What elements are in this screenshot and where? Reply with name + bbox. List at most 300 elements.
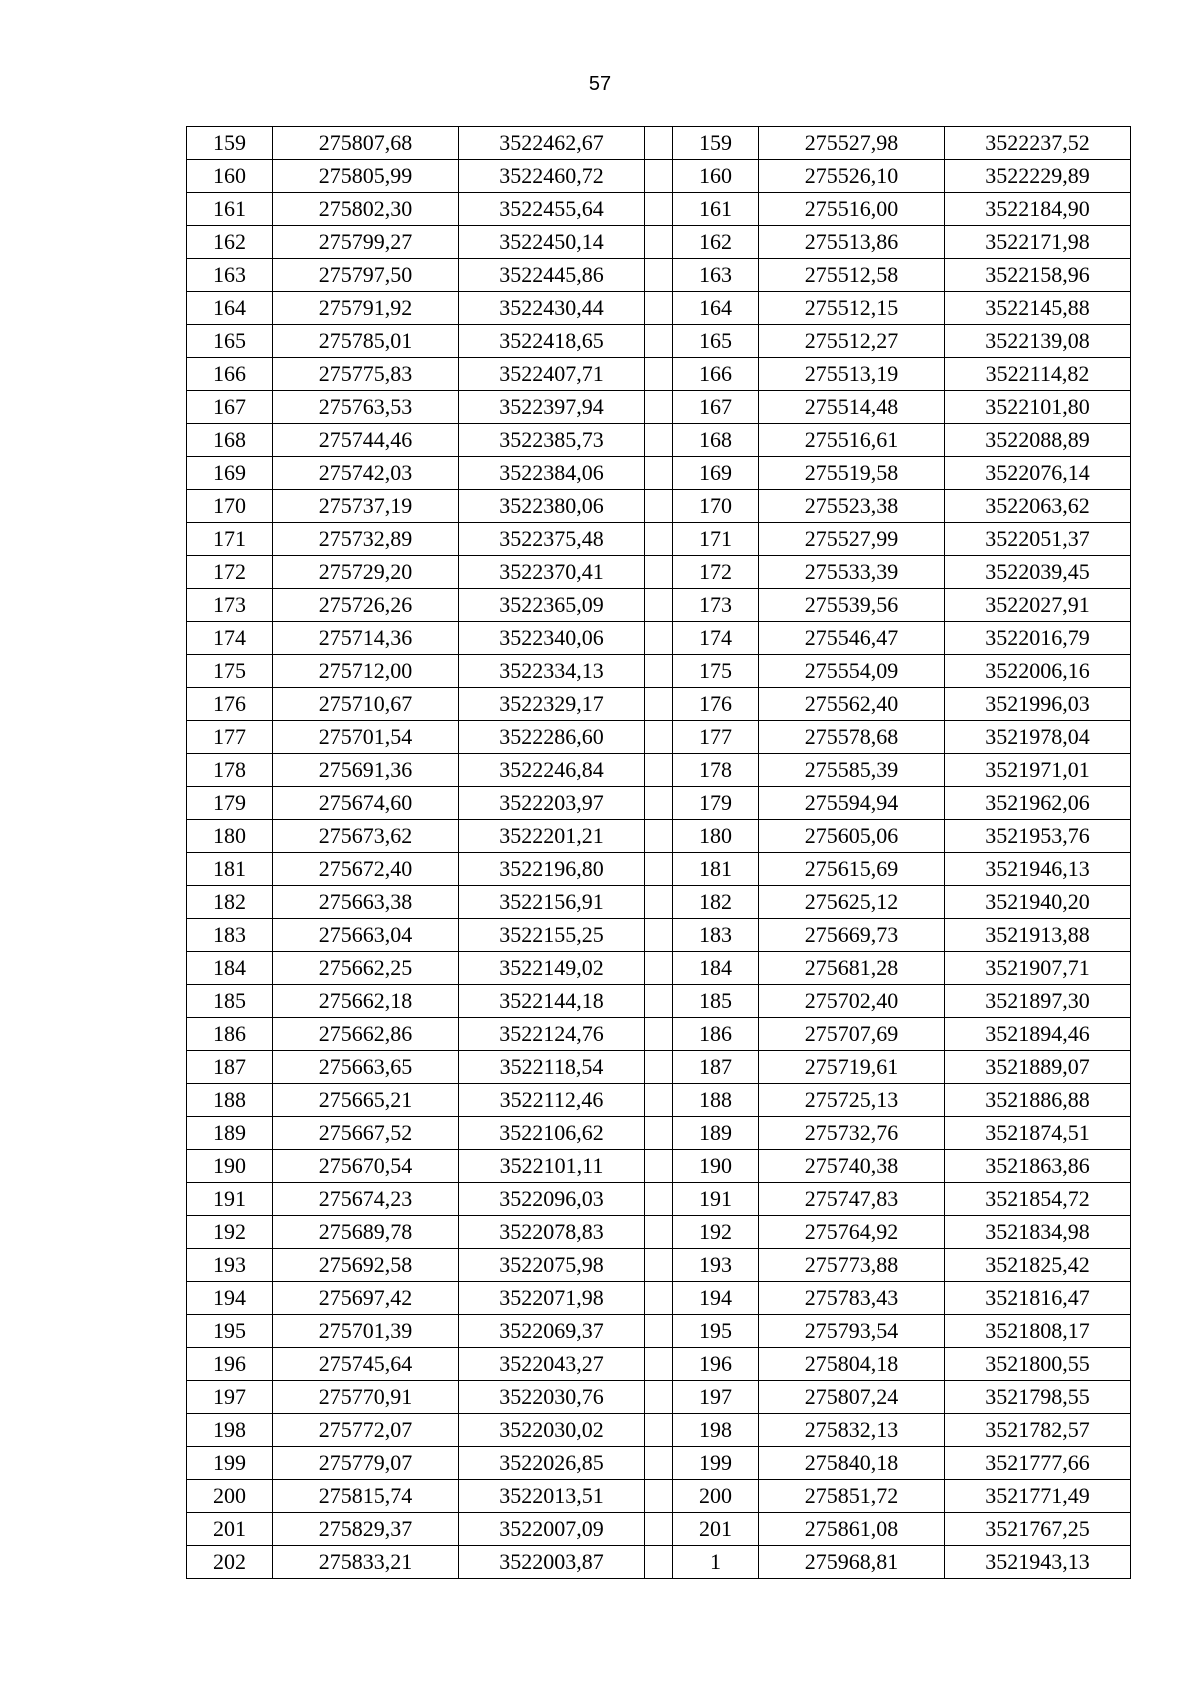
right-y-coordinate: 3521808,17: [945, 1315, 1131, 1348]
right-x-coordinate: 275526,10: [759, 160, 945, 193]
table-row: [187, 556, 1131, 589]
right-point-number: 197: [673, 1381, 759, 1414]
table-row: [187, 754, 1131, 787]
coordinates-table-body: [187, 127, 1131, 1579]
right-point-number: 163: [673, 259, 759, 292]
right-y-coordinate: 3522006,16: [945, 655, 1131, 688]
left-y-coordinate: 3522013,51: [459, 1480, 645, 1513]
left-x-coordinate: 275729,20: [273, 556, 459, 589]
table-row: [187, 853, 1131, 886]
right-y-coordinate: 3521782,57: [945, 1414, 1131, 1447]
left-y-coordinate: 3522075,98: [459, 1249, 645, 1282]
separator-cell: [645, 1282, 673, 1315]
table-row: [187, 1051, 1131, 1084]
right-y-coordinate: 3522063,62: [945, 490, 1131, 523]
right-point-number: 177: [673, 721, 759, 754]
left-point-number: 189: [187, 1117, 273, 1150]
right-point-number: 180: [673, 820, 759, 853]
left-y-coordinate: 3522026,85: [459, 1447, 645, 1480]
right-point-number: 169: [673, 457, 759, 490]
table-row: [187, 292, 1131, 325]
right-x-coordinate: 275512,15: [759, 292, 945, 325]
left-x-coordinate: 275726,26: [273, 589, 459, 622]
table-row: [187, 886, 1131, 919]
right-point-number: 196: [673, 1348, 759, 1381]
left-x-coordinate: 275712,00: [273, 655, 459, 688]
right-point-number: 160: [673, 160, 759, 193]
table-row: [187, 919, 1131, 952]
left-y-coordinate: 3522455,64: [459, 193, 645, 226]
right-point-number: 159: [673, 127, 759, 160]
right-x-coordinate: 275512,27: [759, 325, 945, 358]
right-x-coordinate: 275968,81: [759, 1546, 945, 1579]
left-point-number: 159: [187, 127, 273, 160]
right-y-coordinate: 3521798,55: [945, 1381, 1131, 1414]
separator-cell: [645, 490, 673, 523]
right-x-coordinate: 275625,12: [759, 886, 945, 919]
separator-cell: [645, 1117, 673, 1150]
left-x-coordinate: 275701,54: [273, 721, 459, 754]
left-point-number: 196: [187, 1348, 273, 1381]
right-x-coordinate: 275516,61: [759, 424, 945, 457]
left-y-coordinate: 3522030,02: [459, 1414, 645, 1447]
right-y-coordinate: 3522171,98: [945, 226, 1131, 259]
separator-cell: [645, 787, 673, 820]
left-x-coordinate: 275775,83: [273, 358, 459, 391]
table-row: [187, 1084, 1131, 1117]
left-point-number: 201: [187, 1513, 273, 1546]
table-row: [187, 1348, 1131, 1381]
right-x-coordinate: 275578,68: [759, 721, 945, 754]
left-x-coordinate: 275689,78: [273, 1216, 459, 1249]
separator-cell: [645, 1183, 673, 1216]
right-y-coordinate: 3521767,25: [945, 1513, 1131, 1546]
right-point-number: 175: [673, 655, 759, 688]
right-y-coordinate: 3521913,88: [945, 919, 1131, 952]
left-point-number: 192: [187, 1216, 273, 1249]
right-point-number: 176: [673, 688, 759, 721]
separator-cell: [645, 523, 673, 556]
left-y-coordinate: 3522030,76: [459, 1381, 645, 1414]
right-point-number: 191: [673, 1183, 759, 1216]
left-x-coordinate: 275667,52: [273, 1117, 459, 1150]
right-x-coordinate: 275594,94: [759, 787, 945, 820]
left-y-coordinate: 3522003,87: [459, 1546, 645, 1579]
right-point-number: 171: [673, 523, 759, 556]
left-x-coordinate: 275807,68: [273, 127, 459, 160]
table-row: [187, 1447, 1131, 1480]
right-point-number: 201: [673, 1513, 759, 1546]
right-point-number: 170: [673, 490, 759, 523]
left-point-number: 176: [187, 688, 273, 721]
left-point-number: 184: [187, 952, 273, 985]
left-x-coordinate: 275745,64: [273, 1348, 459, 1381]
left-y-coordinate: 3522144,18: [459, 985, 645, 1018]
left-point-number: 179: [187, 787, 273, 820]
table-row: [187, 1216, 1131, 1249]
left-y-coordinate: 3522384,06: [459, 457, 645, 490]
table-row: [187, 1315, 1131, 1348]
left-x-coordinate: 275802,30: [273, 193, 459, 226]
table-row: [187, 259, 1131, 292]
left-x-coordinate: 275674,23: [273, 1183, 459, 1216]
left-y-coordinate: 3522071,98: [459, 1282, 645, 1315]
right-y-coordinate: 3521978,04: [945, 721, 1131, 754]
left-point-number: 181: [187, 853, 273, 886]
right-y-coordinate: 3522229,89: [945, 160, 1131, 193]
right-y-coordinate: 3522039,45: [945, 556, 1131, 589]
right-x-coordinate: 275783,43: [759, 1282, 945, 1315]
separator-cell: [645, 1084, 673, 1117]
left-point-number: 171: [187, 523, 273, 556]
right-point-number: 161: [673, 193, 759, 226]
table-row: [187, 193, 1131, 226]
left-x-coordinate: 275662,25: [273, 952, 459, 985]
right-x-coordinate: 275527,99: [759, 523, 945, 556]
left-point-number: 199: [187, 1447, 273, 1480]
right-y-coordinate: 3521996,03: [945, 688, 1131, 721]
right-point-number: 195: [673, 1315, 759, 1348]
right-x-coordinate: 275539,56: [759, 589, 945, 622]
left-point-number: 173: [187, 589, 273, 622]
left-x-coordinate: 275799,27: [273, 226, 459, 259]
left-x-coordinate: 275701,39: [273, 1315, 459, 1348]
left-point-number: 183: [187, 919, 273, 952]
right-y-coordinate: 3521863,86: [945, 1150, 1131, 1183]
right-x-coordinate: 275516,00: [759, 193, 945, 226]
right-y-coordinate: 3521777,66: [945, 1447, 1131, 1480]
right-point-number: 172: [673, 556, 759, 589]
left-y-coordinate: 3522450,14: [459, 226, 645, 259]
table-row: [187, 391, 1131, 424]
right-y-coordinate: 3521834,98: [945, 1216, 1131, 1249]
separator-cell: [645, 985, 673, 1018]
left-y-coordinate: 3522246,84: [459, 754, 645, 787]
right-x-coordinate: 275702,40: [759, 985, 945, 1018]
separator-cell: [645, 1381, 673, 1414]
right-point-number: 184: [673, 952, 759, 985]
right-x-coordinate: 275747,83: [759, 1183, 945, 1216]
right-point-number: 1: [673, 1546, 759, 1579]
separator-cell: [645, 556, 673, 589]
left-point-number: 188: [187, 1084, 273, 1117]
right-y-coordinate: 3522237,52: [945, 127, 1131, 160]
separator-cell: [645, 952, 673, 985]
table-row: [187, 1117, 1131, 1150]
separator-cell: [645, 358, 673, 391]
left-x-coordinate: 275663,04: [273, 919, 459, 952]
right-x-coordinate: 275513,86: [759, 226, 945, 259]
left-x-coordinate: 275691,36: [273, 754, 459, 787]
left-y-coordinate: 3522203,97: [459, 787, 645, 820]
right-point-number: 164: [673, 292, 759, 325]
left-y-coordinate: 3522329,17: [459, 688, 645, 721]
separator-cell: [645, 391, 673, 424]
right-point-number: 166: [673, 358, 759, 391]
right-point-number: 186: [673, 1018, 759, 1051]
right-y-coordinate: 3521889,07: [945, 1051, 1131, 1084]
right-x-coordinate: 275804,18: [759, 1348, 945, 1381]
left-x-coordinate: 275772,07: [273, 1414, 459, 1447]
separator-cell: [645, 1513, 673, 1546]
table-row: [187, 721, 1131, 754]
separator-cell: [645, 853, 673, 886]
right-x-coordinate: 275807,24: [759, 1381, 945, 1414]
left-y-coordinate: 3522149,02: [459, 952, 645, 985]
separator-cell: [645, 1249, 673, 1282]
left-x-coordinate: 275785,01: [273, 325, 459, 358]
right-y-coordinate: 3521940,20: [945, 886, 1131, 919]
left-x-coordinate: 275770,91: [273, 1381, 459, 1414]
page-number: 57: [588, 73, 612, 95]
left-x-coordinate: 275805,99: [273, 160, 459, 193]
right-y-coordinate: 3521962,06: [945, 787, 1131, 820]
left-y-coordinate: 3522007,09: [459, 1513, 645, 1546]
left-y-coordinate: 3522375,48: [459, 523, 645, 556]
right-x-coordinate: 275562,40: [759, 688, 945, 721]
left-y-coordinate: 3522124,76: [459, 1018, 645, 1051]
left-point-number: 193: [187, 1249, 273, 1282]
left-x-coordinate: 275663,65: [273, 1051, 459, 1084]
right-x-coordinate: 275840,18: [759, 1447, 945, 1480]
table-row: [187, 127, 1131, 160]
left-point-number: 164: [187, 292, 273, 325]
right-x-coordinate: 275732,76: [759, 1117, 945, 1150]
table-row: [187, 1150, 1131, 1183]
table-row: [187, 985, 1131, 1018]
left-point-number: 180: [187, 820, 273, 853]
left-y-coordinate: 3522340,06: [459, 622, 645, 655]
left-point-number: 163: [187, 259, 273, 292]
left-x-coordinate: 275670,54: [273, 1150, 459, 1183]
left-point-number: 197: [187, 1381, 273, 1414]
separator-cell: [645, 886, 673, 919]
separator-cell: [645, 1348, 673, 1381]
right-x-coordinate: 275523,38: [759, 490, 945, 523]
left-point-number: 190: [187, 1150, 273, 1183]
right-x-coordinate: 275725,13: [759, 1084, 945, 1117]
right-point-number: 165: [673, 325, 759, 358]
right-x-coordinate: 275533,39: [759, 556, 945, 589]
left-y-coordinate: 3522156,91: [459, 886, 645, 919]
right-y-coordinate: 3521800,55: [945, 1348, 1131, 1381]
separator-cell: [645, 1315, 673, 1348]
table-row: [187, 1282, 1131, 1315]
right-x-coordinate: 275513,19: [759, 358, 945, 391]
right-y-coordinate: 3522016,79: [945, 622, 1131, 655]
right-y-coordinate: 3522027,91: [945, 589, 1131, 622]
separator-cell: [645, 820, 673, 853]
table-row: [187, 622, 1131, 655]
separator-cell: [645, 919, 673, 952]
left-point-number: 195: [187, 1315, 273, 1348]
left-x-coordinate: 275737,19: [273, 490, 459, 523]
table-row: [187, 1513, 1131, 1546]
left-x-coordinate: 275744,46: [273, 424, 459, 457]
separator-cell: [645, 1414, 673, 1447]
left-x-coordinate: 275797,50: [273, 259, 459, 292]
right-point-number: 200: [673, 1480, 759, 1513]
right-y-coordinate: 3522101,80: [945, 391, 1131, 424]
left-y-coordinate: 3522397,94: [459, 391, 645, 424]
left-x-coordinate: 275815,74: [273, 1480, 459, 1513]
right-y-coordinate: 3522145,88: [945, 292, 1131, 325]
left-y-coordinate: 3522201,21: [459, 820, 645, 853]
right-x-coordinate: 275707,69: [759, 1018, 945, 1051]
left-y-coordinate: 3522106,62: [459, 1117, 645, 1150]
separator-cell: [645, 292, 673, 325]
right-x-coordinate: 275512,58: [759, 259, 945, 292]
right-y-coordinate: 3522114,82: [945, 358, 1131, 391]
separator-cell: [645, 193, 673, 226]
left-x-coordinate: 275742,03: [273, 457, 459, 490]
left-y-coordinate: 3522043,27: [459, 1348, 645, 1381]
left-point-number: 162: [187, 226, 273, 259]
separator-cell: [645, 1051, 673, 1084]
left-x-coordinate: 275672,40: [273, 853, 459, 886]
left-point-number: 169: [187, 457, 273, 490]
right-point-number: 199: [673, 1447, 759, 1480]
table-row: [187, 589, 1131, 622]
right-point-number: 193: [673, 1249, 759, 1282]
left-x-coordinate: 275714,36: [273, 622, 459, 655]
table-row: [187, 1249, 1131, 1282]
right-x-coordinate: 275861,08: [759, 1513, 945, 1546]
left-y-coordinate: 3522365,09: [459, 589, 645, 622]
right-x-coordinate: 275832,13: [759, 1414, 945, 1447]
separator-cell: [645, 259, 673, 292]
separator-cell: [645, 1018, 673, 1051]
right-point-number: 179: [673, 787, 759, 820]
table-row: [187, 1414, 1131, 1447]
table-row: [187, 688, 1131, 721]
separator-cell: [645, 754, 673, 787]
table-row: [187, 424, 1131, 457]
right-x-coordinate: 275605,06: [759, 820, 945, 853]
separator-cell: [645, 655, 673, 688]
left-point-number: 166: [187, 358, 273, 391]
separator-cell: [645, 1546, 673, 1579]
left-y-coordinate: 3522112,46: [459, 1084, 645, 1117]
left-point-number: 186: [187, 1018, 273, 1051]
right-x-coordinate: 275527,98: [759, 127, 945, 160]
left-y-coordinate: 3522196,80: [459, 853, 645, 886]
right-y-coordinate: 3521894,46: [945, 1018, 1131, 1051]
left-point-number: 175: [187, 655, 273, 688]
left-y-coordinate: 3522096,03: [459, 1183, 645, 1216]
table-row: [187, 325, 1131, 358]
left-x-coordinate: 275674,60: [273, 787, 459, 820]
left-y-coordinate: 3522430,44: [459, 292, 645, 325]
right-point-number: 162: [673, 226, 759, 259]
left-point-number: 174: [187, 622, 273, 655]
separator-cell: [645, 424, 673, 457]
left-y-coordinate: 3522462,67: [459, 127, 645, 160]
left-x-coordinate: 275833,21: [273, 1546, 459, 1579]
right-point-number: 181: [673, 853, 759, 886]
left-y-coordinate: 3522370,41: [459, 556, 645, 589]
table-row: [187, 952, 1131, 985]
left-point-number: 200: [187, 1480, 273, 1513]
right-y-coordinate: 3522158,96: [945, 259, 1131, 292]
left-y-coordinate: 3522407,71: [459, 358, 645, 391]
right-x-coordinate: 275851,72: [759, 1480, 945, 1513]
separator-cell: [645, 589, 673, 622]
table-row: [187, 226, 1131, 259]
right-point-number: 189: [673, 1117, 759, 1150]
right-y-coordinate: 3521897,30: [945, 985, 1131, 1018]
right-point-number: 185: [673, 985, 759, 1018]
right-x-coordinate: 275585,39: [759, 754, 945, 787]
left-y-coordinate: 3522334,13: [459, 655, 645, 688]
left-point-number: 161: [187, 193, 273, 226]
right-x-coordinate: 275740,38: [759, 1150, 945, 1183]
right-point-number: 183: [673, 919, 759, 952]
right-point-number: 174: [673, 622, 759, 655]
right-y-coordinate: 3522088,89: [945, 424, 1131, 457]
left-point-number: 160: [187, 160, 273, 193]
right-y-coordinate: 3521943,13: [945, 1546, 1131, 1579]
left-x-coordinate: 275673,62: [273, 820, 459, 853]
table-row: [187, 1381, 1131, 1414]
table-row: [187, 787, 1131, 820]
right-x-coordinate: 275554,09: [759, 655, 945, 688]
right-x-coordinate: 275773,88: [759, 1249, 945, 1282]
table-row: [187, 490, 1131, 523]
left-point-number: 194: [187, 1282, 273, 1315]
left-x-coordinate: 275662,86: [273, 1018, 459, 1051]
left-point-number: 178: [187, 754, 273, 787]
left-y-coordinate: 3522385,73: [459, 424, 645, 457]
separator-cell: [645, 1150, 673, 1183]
left-point-number: 177: [187, 721, 273, 754]
left-point-number: 187: [187, 1051, 273, 1084]
right-x-coordinate: 275669,73: [759, 919, 945, 952]
right-x-coordinate: 275793,54: [759, 1315, 945, 1348]
right-point-number: 190: [673, 1150, 759, 1183]
right-y-coordinate: 3521816,47: [945, 1282, 1131, 1315]
right-point-number: 198: [673, 1414, 759, 1447]
separator-cell: [645, 1216, 673, 1249]
left-y-coordinate: 3522078,83: [459, 1216, 645, 1249]
left-point-number: 170: [187, 490, 273, 523]
left-point-number: 182: [187, 886, 273, 919]
left-y-coordinate: 3522460,72: [459, 160, 645, 193]
right-y-coordinate: 3521907,71: [945, 952, 1131, 985]
left-x-coordinate: 275791,92: [273, 292, 459, 325]
left-x-coordinate: 275829,37: [273, 1513, 459, 1546]
right-y-coordinate: 3521971,01: [945, 754, 1131, 787]
left-y-coordinate: 3522445,86: [459, 259, 645, 292]
right-point-number: 173: [673, 589, 759, 622]
separator-cell: [645, 226, 673, 259]
right-x-coordinate: 275681,28: [759, 952, 945, 985]
right-y-coordinate: 3521886,88: [945, 1084, 1131, 1117]
right-point-number: 188: [673, 1084, 759, 1117]
right-point-number: 192: [673, 1216, 759, 1249]
right-y-coordinate: 3521874,51: [945, 1117, 1131, 1150]
right-point-number: 167: [673, 391, 759, 424]
table-row: [187, 1546, 1131, 1579]
right-point-number: 178: [673, 754, 759, 787]
separator-cell: [645, 1447, 673, 1480]
separator-cell: [645, 325, 673, 358]
left-point-number: 165: [187, 325, 273, 358]
right-y-coordinate: 3522184,90: [945, 193, 1131, 226]
right-y-coordinate: 3522051,37: [945, 523, 1131, 556]
table-row: [187, 160, 1131, 193]
left-x-coordinate: 275697,42: [273, 1282, 459, 1315]
